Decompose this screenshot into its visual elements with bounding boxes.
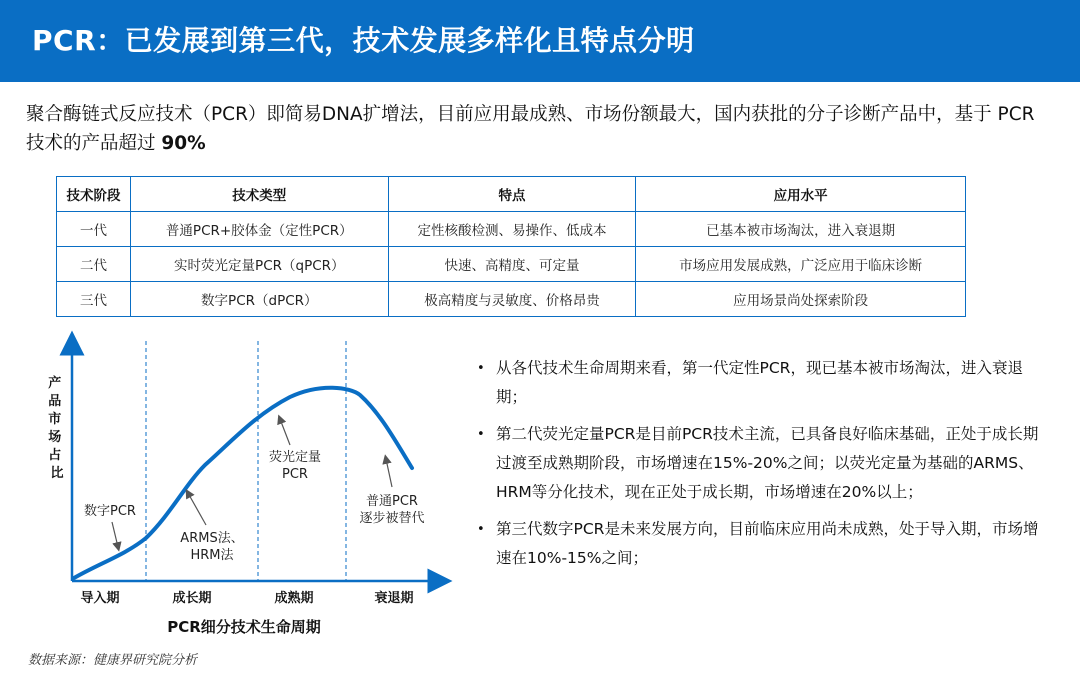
phase-label: 导入期 [80, 591, 120, 606]
annotation-replaced: 逐步被替代 [359, 511, 425, 526]
x-axis-title: PCR细分技术生命周期 [167, 618, 321, 636]
y-axis-label: 产 品 市 场 占 比 [48, 376, 64, 481]
bullet-text: 第三代数字PCR是未来发展方向，目前临床应用尚未成熟，处于导入期，市场增速在10%-15%之间； [496, 520, 1039, 567]
table-cell: 二代 [57, 247, 131, 282]
table-cell: 市场应用发展成熟，广泛应用于临床诊断 [636, 247, 966, 282]
table-cell: 数字PCR（dPCR） [130, 282, 388, 317]
table-cell: 实时荧光定量PCR（qPCR） [130, 247, 388, 282]
phase-label: 衰退期 [374, 591, 414, 606]
table-cell: 三代 [57, 282, 131, 317]
table-cell: 快速、高精度、可定量 [388, 247, 636, 282]
annotation-arrow [280, 419, 290, 445]
table-cell: 已基本被市场淘汰，进入衰退期 [636, 212, 966, 247]
annotation-normal-pcr: 普通PCR [366, 494, 418, 509]
phase-label: 成熟期 [274, 591, 314, 606]
bullet-dot: • [477, 361, 485, 376]
bullet-text: 从各代技术生命周期来看，第一代定性PCR，现已基本被市场淘汰，进入衰退期； [496, 359, 1023, 406]
table-cell: 一代 [57, 212, 131, 247]
intro-paragraph [26, 100, 1056, 158]
source-note: 数据来源：健康界研究院分析 [28, 653, 198, 668]
table-header-cell: 技术类型 [130, 177, 388, 212]
analysis-bullets [474, 354, 1049, 581]
annotation-fluor: 荧光定量 [268, 450, 322, 465]
annotation-arms: ARMS法、 [180, 531, 244, 546]
bullet-text: 第二代荧光定量PCR是目前PCR技术主流，已具备良好临床基础，正处于成长期过渡至成熟期阶段，市场增速在15%-20%之间；以荧光定量为基础的ARMS、HRM等分化技术，现在正处于成长期，市场增速在20%以上； [496, 425, 1039, 501]
table-row [57, 282, 966, 317]
header-bar [0, 0, 1080, 82]
table-row [57, 212, 966, 247]
annotation-arrow [112, 522, 118, 547]
table-cell: 普通PCR+胶体金（定性PCR） [130, 212, 388, 247]
table-cell: 定性核酸检测、易操作、低成本 [388, 212, 636, 247]
annotation-arrow [188, 493, 206, 525]
pcr-generation-table [56, 176, 966, 317]
table-header-cell: 特点 [388, 177, 636, 212]
bullet-dot: • [477, 522, 485, 537]
annotation-digital-pcr: 数字PCR [84, 504, 136, 519]
table-header-cell: 技术阶段 [57, 177, 131, 212]
annotation-hrm: HRM法 [190, 548, 234, 563]
table-cell: 应用场景尚处探索阶段 [636, 282, 966, 317]
bullet-dot: • [477, 427, 485, 442]
page-title: PCR：已发展到第三代，技术发展多样化且特点分明 [32, 24, 695, 57]
table-row [57, 247, 966, 282]
table-header-cell: 应用水平 [636, 177, 966, 212]
table-cell: 极高精度与灵敏度、价格昂贵 [388, 282, 636, 317]
table-header-row [57, 177, 966, 212]
annotation-arrow [386, 459, 392, 487]
bullet-item [474, 420, 1049, 507]
phase-label: 成长期 [172, 591, 212, 606]
annotation-fluor-pcr: PCR [282, 467, 308, 482]
bullet-item [474, 354, 1049, 412]
intro-highlight: 90% [161, 133, 206, 154]
bullet-item [474, 515, 1049, 573]
intro-text: 聚合酶链式反应技术（PCR）即简易DNA扩增法，目前应用最成熟、市场份额最大，国内获批的分子诊断产品中，基于 PCR 技术的产品超过 [26, 104, 1035, 154]
lifecycle-diagram [0, 325, 460, 645]
lifecycle-curve [74, 388, 412, 578]
